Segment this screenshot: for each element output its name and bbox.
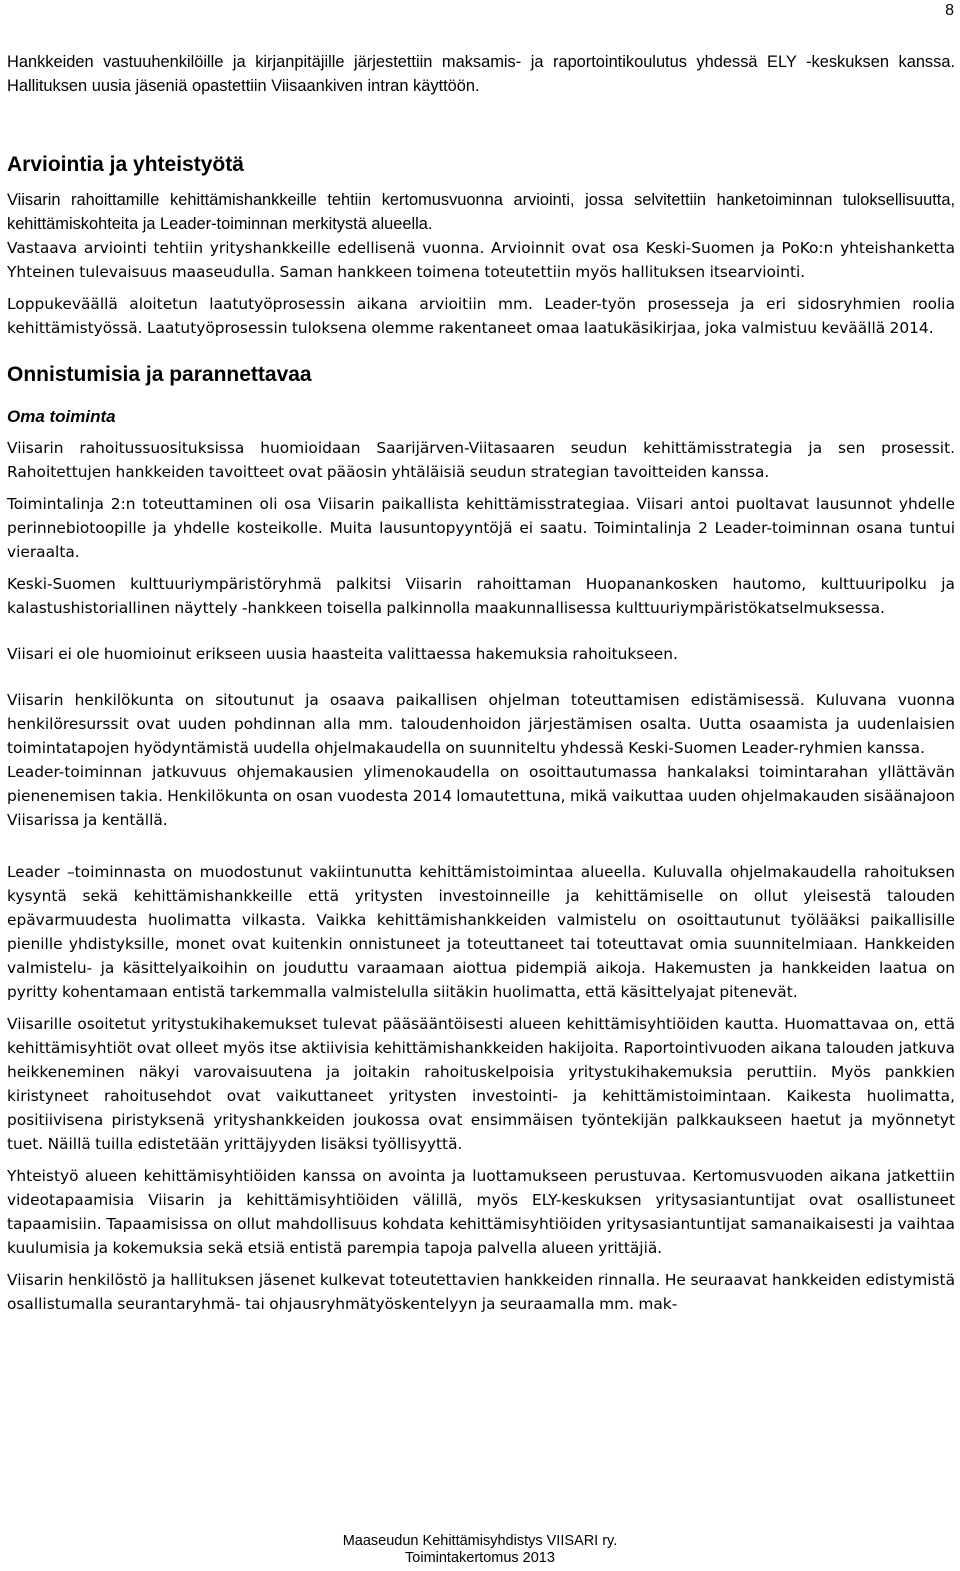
section-heading-arviointia: Arviointia ja yhteistyötä bbox=[7, 153, 244, 176]
body-paragraph: Viisarin henkilökunta on sitoutunut ja osaava paikallisen ohjelman toteuttamisen edistämisessä. Kuluvana vuonna henkilöresurssit ovat uuden pohdinnan alla mm. taloudenhoidon järjestämisen osalta. Uutta osaamista ja uudenlaisien toimintatapojen hyödyntämistä uudella ohjelmakaudella on suunniteltu yhdessä Keski-Suomen Leader-ryhmien kanssa. bbox=[7, 691, 955, 757]
body-paragraph: Keski-Suomen kulttuuriympäristöryhmä palkitsi Viisarin rahoittaman Huopanankosken hautomo, kulttuuripolku ja kalastushistoriallinen näyttely -hankkeen toisella palkinnolla maakunnallisessa kulttuuriympäristökatselmuksessa. bbox=[7, 575, 955, 617]
arviointia-paragraph-1: Viisarin rahoittamille kehittämishankkeille tehtiin kertomusvuonna arviointi, jossa selvitettiin hanketoiminnan tuloksellisuutta, kehittämiskohteita ja Leader-toiminnan merkitystä alueella. bbox=[7, 191, 955, 233]
body-paragraph: Viisarin rahoitussuosituksissa huomioidaan Saarijärven-Viitasaaren seudun kehittämisstrategia ja sen prosessit. Rahoitettujen hankkeiden tavoitteet ovat pääosin yhtäläisiä seudun strategian tavoitteiden kanssa. bbox=[7, 439, 955, 481]
body-paragraph: Leader –toiminnasta on muodostunut vakiintunutta kehittämistoimintaa alueella. Kuluvalla ohjelmakaudella rahoituksen kysyntä sekä kehittämishankkeille että yritysten investoinneille ja kehittämiselle on ollut yleisestä talouden epävarmuudesta huolimatta vilkasta. Vaikka kehittämishankkeiden valmistelu on osoittautunut työlääksi paikallisille pienille yhdistyksille, monet ovat kuitenkin onnistuneet ja toteuttaneet tai toteuttavat omia suunnitelmiaan. Hankkeiden valmistelu- ja käsittelyaikoihin on jouduttu varaamaan aiottua pidempiä aikoja. Hakemusten ja hankkeiden laatua on pyritty kohentamaan entistä tarkemmalla valmistelulla siitäkin huolimatta, että käsittelyajat pitenevät. bbox=[7, 863, 955, 1001]
subheading-oma-toiminta: Oma toiminta bbox=[7, 407, 116, 426]
document-body bbox=[7, 50, 955, 1324]
page-number: 8 bbox=[945, 2, 954, 19]
arviointia-paragraph-3: Loppukeväällä aloitetun laatutyöprosessin aikana arvioitiin mm. Leader-työn prosesseja ja eri sidosryhmien roolia kehittämistyössä. Laatutyöprosessin tuloksena olemme rakentaneet omaa laatukäsikirjaa, joka valmistuu keväällä 2014. bbox=[7, 295, 955, 337]
body-paragraph: Viisarille osoitetut yritystukihakemukset tulevat pääsääntöisesti alueen kehittämisyhtiöiden kautta. Huomattavaa on, että kehittämisyhtiöt ovat olleet myös itse aktiivisia kehittämishankkeiden hakijoita. Raportointivuoden aikana talouden jatkuva heikkeneminen näkyi varovaisuutena ja joitakin rahoituskelpoisia yritystukihakemuksia peruttiin. Myös pankkien kiristyneet rahoitusehdot ovat vaikuttaneet yritysten investointi- ja kehittämistoimintaan. Kaikesta huolimatta, positiivisena piristyksenä yrityshankkeiden joukossa ovat ensimmäisen työntekijän palkkaukseen haetut ja myönnetyt tuet. Näillä tuilla edistetään yrittäjyyden lisäksi työllisyyttä. bbox=[7, 1015, 955, 1153]
page-footer bbox=[0, 1533, 960, 1567]
body-paragraph: Toimintalinja 2:n toteuttaminen oli osa Viisarin paikallista kehittämisstrategiaa. Viisari antoi puoltavat lausunnot yhdelle perinnebiotoopille ja yhdelle kosteikolle. Muita lausuntopyyntöjä ei saatu. Toimintalinja 2 Leader-toiminnan osana tuntui vieraalta. bbox=[7, 495, 955, 561]
body-paragraph: Viisari ei ole huomioinut erikseen uusia haasteita valittaessa hakemuksia rahoitukseen. bbox=[7, 645, 678, 663]
body-paragraph: Yhteistyö alueen kehittämisyhtiöiden kanssa on avointa ja luottamukseen perustuvaa. Kertomusvuoden aikana jatkettiin videotapaamisia Viisarin ja kehittämisyhtiöiden välillä, myös ELY-keskuksen yritysasiantuntijat ovat osallistuneet tapaamisiin. Tapaamisissa on ollut mahdollisuus kohdata kehittämisyhtiöiden yritysasiantuntijat samanaikaisesti ja vaihtaa kuulumisia ja kokemuksia sekä etsiä entistä parempia tapoja palvella alueen yrittäjiä. bbox=[7, 1167, 955, 1257]
arviointia-paragraph-2: Vastaava arviointi tehtiin yrityshankkeille edellisenä vuonna. Arvioinnit ovat osa Keski-Suomen ja PoKo:n yhteishanketta Yhteinen tulevaisuus maaseudulla. Saman hankkeen toimena toteutettiin myös hallituksen itsearviointi. bbox=[7, 239, 955, 281]
body-paragraph: Leader-toiminnan jatkuvuus ohjemakausien ylimenokaudella on osoittautumassa hankalaksi toimintarahan yllättävän pienenemisen takia. Henkilökunta on osan vuodesta 2014 lomautettuna, mikä vaikuttaa uuden ohjelmakauden sisäänajoon Viisarissa ja kentällä. bbox=[7, 763, 955, 829]
body-paragraph: Viisarin henkilöstö ja hallituksen jäsenet kulkevat toteutettavien hankkeiden rinnalla. He seuraavat hankkeiden edistymistä osallistumalla seurantaryhmä- tai ohjausryhmätyöskentelyyn ja seuraamalla mm. mak- bbox=[7, 1271, 955, 1313]
footer-report-title: Toimintakertomus 2013 bbox=[405, 1550, 555, 1566]
section-heading-onnistumisia: Onnistumisia ja parannettavaa bbox=[7, 363, 312, 386]
footer-organization: Maaseudun Kehittämisyhdistys VIISARI ry. bbox=[342, 1533, 618, 1549]
intro-paragraph: Hankkeiden vastuuhenkilöille ja kirjanpitäjille järjestettiin maksamis- ja raportointikoulutus yhdessä ELY -keskuksen kanssa. Hallituksen uusia jäseniä opastettiin Viisaankiven intran käyttöön. bbox=[7, 53, 955, 95]
